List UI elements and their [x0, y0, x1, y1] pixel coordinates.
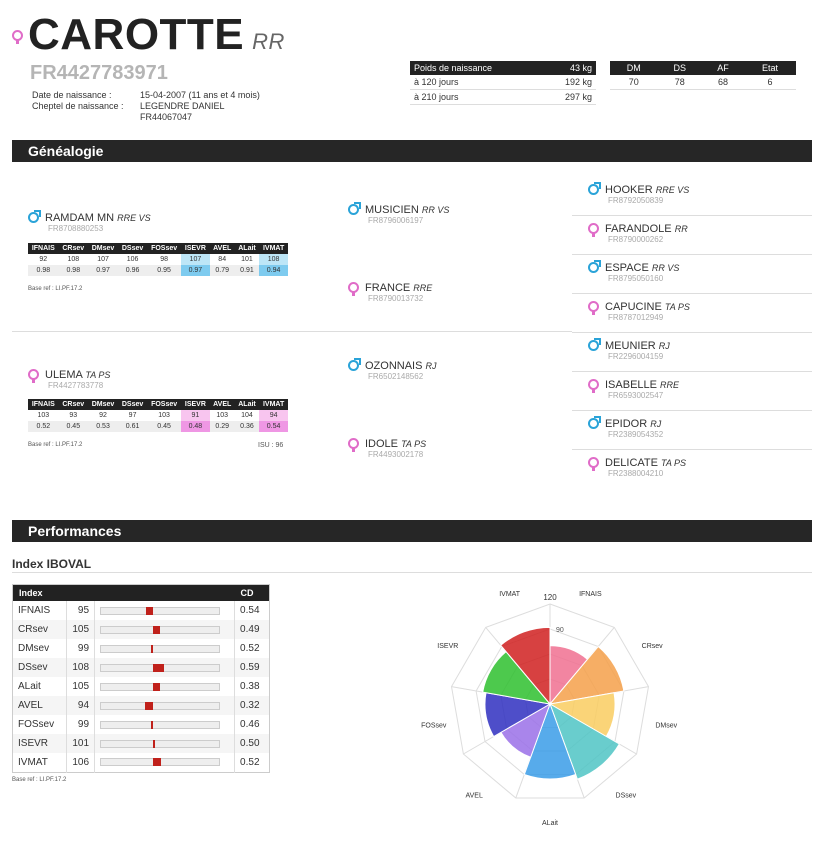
index-cell: 92 — [99, 412, 107, 419]
index-header: ALait — [235, 243, 259, 254]
birth-label: Date de naissance : — [32, 90, 112, 100]
dam-base: Base ref : LI.PF.17.2 — [28, 442, 83, 448]
dam-id: FR4427783778 — [48, 381, 104, 390]
sex-male-icon — [588, 340, 599, 351]
great-grandparent[interactable] — [588, 418, 663, 439]
perf-row — [13, 620, 270, 639]
great-grandparent-id: FR8790000262 — [608, 235, 664, 244]
dam-name[interactable]: ULEMA — [45, 369, 83, 381]
perf-label: IVMAT — [13, 753, 67, 772]
index-header: FOSsev — [147, 399, 181, 410]
perf-bar — [100, 758, 220, 766]
iboval-polar-chart — [400, 590, 700, 830]
great-grandparent[interactable] — [588, 184, 689, 205]
score-value: 6 — [744, 75, 796, 90]
great-grandparent[interactable] — [588, 457, 686, 478]
index-cell: 107 — [181, 254, 209, 265]
grandparent-race: RR VS — [421, 205, 450, 215]
sex-female-icon — [348, 438, 359, 449]
perf-value: 99 — [67, 639, 95, 658]
axis-label: DMsev — [655, 722, 678, 730]
iboval-title: Index IBOVAL — [12, 557, 92, 571]
great-grandparent-id: FR2389054352 — [608, 430, 664, 439]
index-cell: 0.29 — [210, 421, 235, 432]
great-grandparent-id: FR2388004210 — [608, 469, 664, 478]
iboval-table — [12, 584, 270, 773]
axis-label: CRsev — [641, 643, 663, 650]
great-grandparent-race: RR VS — [651, 263, 680, 273]
axis-max-label: 120 — [543, 593, 557, 602]
perf-cd: 0.52 — [235, 753, 270, 772]
sex-female-icon — [588, 379, 599, 390]
grandparent-name: FRANCE — [365, 282, 411, 294]
perf-label: CRsev — [13, 620, 67, 639]
index-header: AVEL — [210, 243, 235, 254]
animal-title — [28, 10, 285, 60]
index-cell: 101 — [241, 256, 253, 263]
perf-row — [13, 639, 270, 658]
score-value: 78 — [658, 75, 702, 90]
animal-name: CAROTTE — [28, 10, 245, 59]
sex-female-icon — [28, 369, 39, 380]
index-header: DMsev — [88, 243, 118, 254]
perf-cd: 0.59 — [235, 658, 270, 677]
scores-table — [610, 61, 796, 90]
herd-value: LEGENDRE DANIEL — [140, 101, 225, 111]
perf-header-cd: CD — [235, 585, 270, 602]
index-cell: 107 — [97, 256, 109, 263]
grandparent-id: FR4493002178 — [368, 450, 424, 459]
index-cell: 0.45 — [59, 421, 88, 432]
index-cell: 97 — [128, 412, 137, 419]
perf-label: AVEL — [13, 696, 67, 715]
sex-male-icon — [348, 204, 359, 215]
sire-race: RRE VS — [117, 213, 151, 223]
index-header: ISEVR — [181, 399, 209, 410]
axis-label: AVEL — [465, 792, 483, 800]
sex-male-icon — [28, 212, 39, 223]
grandparent[interactable] — [348, 360, 437, 381]
great-grandparent-name: FARANDOLE — [605, 223, 672, 235]
perf-bar — [100, 740, 220, 748]
index-cell: 0.54 — [259, 421, 288, 432]
perf-value: 95 — [67, 601, 95, 620]
great-grandparent-id: FR8792050839 — [608, 196, 664, 205]
perf-row — [13, 677, 270, 696]
index-header: IVMAT — [259, 399, 288, 410]
great-grandparent-id: FR8795050160 — [608, 274, 664, 283]
index-cell: 84 — [218, 256, 227, 263]
perf-row — [13, 601, 270, 620]
score-header: DM — [610, 61, 658, 75]
perf-bar-mark — [153, 664, 164, 672]
great-grandparent-id: FR6593002547 — [608, 391, 664, 400]
index-cell: 103 — [37, 412, 50, 419]
index-cell: 0.97 — [88, 265, 118, 276]
dam-block — [28, 369, 110, 390]
perf-label: ALait — [13, 677, 67, 696]
perf-row — [13, 715, 270, 734]
index-header: DSsev — [118, 399, 147, 410]
perf-cd: 0.50 — [235, 734, 270, 753]
grandparent-race: RRE — [413, 283, 433, 293]
sire-block — [28, 212, 151, 233]
index-header: ALait — [235, 399, 259, 410]
weights-header-value: 43 kg — [542, 61, 596, 75]
herd-label: Cheptel de naissance : — [32, 101, 124, 111]
perf-cd: 0.38 — [235, 677, 270, 696]
index-cell: 103 — [216, 412, 229, 419]
index-header: FOSsev — [147, 243, 181, 254]
index-cell: 104 — [241, 412, 253, 419]
score-header: DS — [658, 61, 702, 75]
birth-info — [32, 90, 260, 123]
weights-header: Poids de naissance — [410, 61, 542, 75]
index-cell: 108 — [67, 256, 80, 263]
great-grandparent-race: RRE — [660, 380, 680, 390]
perf-label: FOSsev — [13, 715, 67, 734]
weight-label: à 210 jours — [410, 90, 542, 105]
axis-label: IFNAIS — [579, 591, 602, 599]
herd-id: FR44067047 — [140, 112, 193, 122]
sex-male-icon — [588, 262, 599, 273]
perf-value: 108 — [67, 658, 95, 677]
great-grandparent-race: TA PS — [664, 302, 690, 312]
perf-bar — [100, 683, 220, 691]
axis-label: FOSsev — [421, 722, 447, 730]
great-grandparent-name: EPIDOR — [605, 418, 648, 430]
great-grandparent-race: TA PS — [661, 458, 687, 468]
perf-base: Base ref : LI.PF.17.2 — [12, 777, 67, 783]
index-cell: 0.52 — [28, 421, 59, 432]
great-grandparent[interactable] — [588, 223, 688, 244]
section-genealogie: Généalogie — [12, 140, 812, 162]
great-grandparent-race: RJ — [658, 341, 670, 351]
index-header: CRsev — [59, 243, 88, 254]
sire-base: Base ref : LI.PF.17.2 — [28, 286, 83, 292]
sex-female-icon — [348, 282, 359, 293]
perf-bar — [100, 702, 220, 710]
great-grandparent[interactable] — [588, 262, 679, 283]
index-cell: 0.97 — [181, 265, 209, 276]
perf-bar-mark — [153, 683, 160, 691]
index-cell: 0.48 — [181, 421, 209, 432]
perf-bar — [100, 645, 220, 653]
great-grandparent-race: RJ — [650, 419, 662, 429]
grandparent-race: TA PS — [401, 439, 427, 449]
score-value: 70 — [610, 75, 658, 90]
score-header: Etat — [744, 61, 796, 75]
grandparent-id: FR8790013732 — [368, 294, 424, 303]
perf-bar-mark — [151, 645, 153, 653]
weights-table — [410, 61, 596, 105]
birth-value: 15-04-2007 (11 ans et 4 mois) — [140, 90, 260, 100]
great-grandparent[interactable] — [588, 340, 670, 361]
index-cell: 0.98 — [28, 265, 59, 276]
index-cell: 108 — [259, 254, 288, 265]
great-grandparent-name: CAPUCINE — [605, 301, 662, 313]
perf-label: IFNAIS — [13, 601, 67, 620]
index-cell: 0.94 — [259, 265, 288, 276]
index-cell: 92 — [39, 256, 48, 263]
index-cell: 98 — [160, 256, 168, 263]
index-cell: 0.45 — [147, 421, 181, 432]
axis-label: ALait — [542, 820, 558, 827]
animal-race: RR — [252, 29, 285, 54]
grandparent[interactable] — [348, 282, 432, 303]
grandparent-name: IDOLE — [365, 438, 399, 450]
sex-female-icon — [588, 301, 599, 312]
sire-name[interactable]: RAMDAM MN — [45, 212, 115, 224]
great-grandparent-name: DELICATE — [605, 457, 658, 469]
index-header: IFNAIS — [28, 243, 59, 254]
sex-female-icon — [12, 28, 23, 46]
axis-label: IVMAT — [499, 591, 521, 599]
great-grandparent[interactable] — [588, 301, 690, 322]
perf-bar-mark — [145, 702, 153, 710]
grandparent[interactable] — [348, 438, 426, 459]
grandparent-name: OZONNAIS — [365, 360, 423, 372]
perf-bar-mark — [153, 740, 155, 748]
perf-bar — [100, 626, 220, 634]
great-grandparent-name: MEUNIER — [605, 340, 656, 352]
index-header: IVMAT — [259, 243, 288, 254]
index-cell: 106 — [126, 256, 139, 263]
perf-cd: 0.52 — [235, 639, 270, 658]
great-grandparent-name: ESPACE — [605, 262, 649, 274]
weight-value: 192 kg — [542, 75, 596, 90]
perf-row — [13, 753, 270, 772]
weight-label: à 120 jours — [410, 75, 542, 90]
perf-cd: 0.32 — [235, 696, 270, 715]
index-header: CRsev — [59, 399, 88, 410]
perf-bar-mark — [153, 626, 160, 634]
index-cell: 91 — [181, 410, 209, 421]
index-cell: 0.96 — [118, 265, 147, 276]
perf-row — [13, 696, 270, 715]
grandparent-id: FR8796006197 — [368, 216, 424, 225]
perf-cd: 0.54 — [235, 601, 270, 620]
perf-row — [13, 658, 270, 677]
sire-id: FR8708880253 — [48, 224, 104, 233]
index-cell: 94 — [259, 410, 288, 421]
index-header: DMsev — [88, 399, 118, 410]
axis-label: DSsev — [615, 792, 637, 800]
index-cell: 103 — [158, 412, 170, 419]
dam-index-table — [28, 399, 288, 432]
dam-race: TA PS — [85, 370, 111, 380]
index-header: AVEL — [210, 399, 235, 410]
score-header: AF — [702, 61, 744, 75]
perf-label: ISEVR — [13, 734, 67, 753]
index-cell: 0.98 — [59, 265, 88, 276]
weight-value: 297 kg — [542, 90, 596, 105]
perf-bar — [100, 664, 220, 672]
great-grandparent-id: FR8787012949 — [608, 313, 664, 322]
dam-isu: ISU : 96 — [258, 442, 284, 449]
perf-bar-mark — [151, 721, 153, 729]
perf-row — [13, 734, 270, 753]
index-header: IFNAIS — [28, 399, 59, 410]
index-cell: 93 — [69, 412, 78, 419]
grandparent-race: RJ — [425, 361, 437, 371]
axis-label: ISEVR — [437, 643, 459, 650]
grandparent-id: FR6502148562 — [368, 372, 424, 381]
index-cell: 0.53 — [88, 421, 118, 432]
sex-female-icon — [588, 457, 599, 468]
great-grandparent-name: ISABELLE — [605, 379, 657, 391]
perf-bar-mark — [153, 758, 161, 766]
perf-value: 105 — [67, 620, 95, 639]
index-cell: 0.36 — [235, 421, 259, 432]
perf-value: 99 — [67, 715, 95, 734]
index-cell: 0.95 — [147, 265, 181, 276]
index-header: DSsev — [118, 243, 147, 254]
perf-header-index: Index — [13, 585, 235, 602]
perf-bar — [100, 607, 220, 615]
perf-value: 94 — [67, 696, 95, 715]
sex-male-icon — [588, 418, 599, 429]
great-grandparent-name: HOOKER — [605, 184, 653, 196]
sex-male-icon — [588, 184, 599, 195]
perf-bar-mark — [146, 607, 153, 615]
index-cell: 0.79 — [210, 265, 235, 276]
perf-value: 101 — [67, 734, 95, 753]
index-header: ISEVR — [181, 243, 209, 254]
great-grandparent-race: RR — [674, 224, 688, 234]
ring-label: 90 — [556, 627, 564, 634]
score-value: 68 — [702, 75, 744, 90]
sire-index-table — [28, 243, 288, 276]
perf-bar — [100, 721, 220, 729]
perf-value: 106 — [67, 753, 95, 772]
section-performances: Performances — [12, 520, 812, 542]
perf-value: 105 — [67, 677, 95, 696]
great-grandparent[interactable] — [588, 379, 679, 400]
perf-label: DSsev — [13, 658, 67, 677]
perf-label: DMsev — [13, 639, 67, 658]
perf-cd: 0.46 — [235, 715, 270, 734]
grandparent-name: MUSICIEN — [365, 204, 419, 216]
animal-id: FR4427783971 — [30, 62, 168, 84]
index-cell: 0.91 — [235, 265, 259, 276]
perf-cd: 0.49 — [235, 620, 270, 639]
sex-male-icon — [348, 360, 359, 371]
sex-female-icon — [588, 223, 599, 234]
index-cell: 0.61 — [118, 421, 147, 432]
grandparent[interactable] — [348, 204, 449, 225]
great-grandparent-id: FR2296004159 — [608, 352, 664, 361]
great-grandparent-race: RRE VS — [655, 185, 690, 195]
